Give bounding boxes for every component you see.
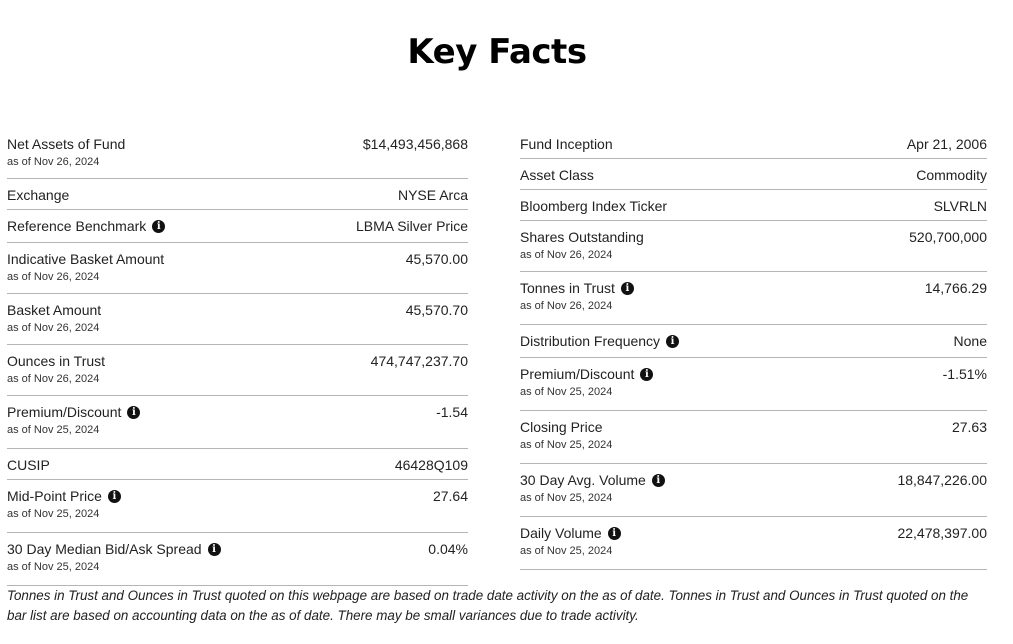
fact-value: 0.04% bbox=[428, 541, 468, 557]
fact-as-of: as of Nov 26, 2024 bbox=[7, 271, 100, 283]
fact-row-ounces-in-trust bbox=[7, 345, 468, 396]
fact-as-of: as of Nov 26, 2024 bbox=[7, 156, 100, 168]
fact-as-of: as of Nov 25, 2024 bbox=[520, 386, 613, 398]
page-title: Key Facts bbox=[407, 32, 587, 72]
fact-label: Shares Outstanding bbox=[520, 229, 644, 245]
fact-label: Net Assets of Fund bbox=[7, 136, 126, 152]
fact-row-daily-volume bbox=[520, 517, 987, 570]
fact-as-of: as of Nov 25, 2024 bbox=[520, 492, 613, 504]
info-icon[interactable]: i bbox=[108, 490, 121, 503]
fact-value: 18,847,226.00 bbox=[897, 472, 987, 488]
info-icon[interactable]: i bbox=[640, 368, 653, 381]
fact-label: CUSIP bbox=[7, 457, 50, 473]
fact-row-basket-amount bbox=[7, 294, 468, 345]
fact-row-mid-point-price bbox=[7, 480, 468, 533]
fact-as-of: as of Nov 26, 2024 bbox=[7, 373, 100, 385]
fact-value: $14,493,456,868 bbox=[362, 136, 468, 152]
key-facts-right-column bbox=[520, 128, 987, 570]
fact-label: Ounces in Trust bbox=[7, 353, 106, 369]
fact-label: Premium/Discount bbox=[520, 366, 635, 382]
fact-row-premium-discount bbox=[7, 396, 468, 449]
fact-value: 14,766.29 bbox=[924, 280, 987, 296]
fact-row-premium-discount bbox=[520, 358, 987, 411]
fact-as-of: as of Nov 26, 2024 bbox=[520, 249, 613, 261]
fact-row-bloomberg-index-ticker bbox=[520, 190, 987, 221]
fact-row-cusip bbox=[7, 449, 468, 480]
fact-row-median-bid-ask-spread bbox=[7, 533, 468, 586]
fact-label: Fund Inception bbox=[520, 136, 613, 152]
fact-value: SLVRLN bbox=[933, 198, 987, 214]
info-icon[interactable]: i bbox=[666, 335, 679, 348]
footnote: Tonnes in Trust and Ounces in Trust quoted on this webpage are based on trade date activity on the as of date. Tonnes in Trust and Ounces in Trust quoted on the bar list are based on accounting data on the as of date. There may be small variances due to trade activity. bbox=[7, 588, 969, 623]
fact-value: 520,700,000 bbox=[909, 229, 987, 245]
info-icon[interactable]: i bbox=[152, 220, 165, 233]
info-icon[interactable]: i bbox=[608, 527, 621, 540]
fact-row-fund-inception bbox=[520, 128, 987, 159]
fact-row-avg-volume bbox=[520, 464, 987, 517]
fact-value: -1.51% bbox=[942, 366, 987, 382]
fact-row-asset-class bbox=[520, 159, 987, 190]
fact-value: None bbox=[953, 333, 987, 349]
fact-value: LBMA Silver Price bbox=[355, 218, 468, 234]
fact-row-reference-benchmark bbox=[7, 210, 468, 243]
fact-value: 45,570.70 bbox=[405, 302, 468, 318]
fact-as-of: as of Nov 26, 2024 bbox=[7, 322, 100, 334]
fact-label: Reference Benchmark bbox=[7, 218, 147, 234]
fact-value: 27.64 bbox=[432, 488, 468, 504]
fact-label: Tonnes in Trust bbox=[520, 280, 615, 296]
fact-value: Commodity bbox=[916, 167, 987, 183]
fact-value: 22,478,397.00 bbox=[897, 525, 987, 541]
fact-label: Asset Class bbox=[520, 167, 594, 183]
fact-label: Exchange bbox=[7, 187, 70, 203]
fact-as-of: as of Nov 25, 2024 bbox=[520, 439, 613, 451]
fact-label: 30 Day Median Bid/Ask Spread bbox=[7, 541, 202, 557]
fact-row-closing-price bbox=[520, 411, 987, 464]
fact-value: -1.54 bbox=[436, 404, 468, 420]
fact-label: Daily Volume bbox=[520, 525, 602, 541]
fact-label: Premium/Discount bbox=[7, 404, 122, 420]
fact-label: Mid-Point Price bbox=[7, 488, 102, 504]
fact-as-of: as of Nov 25, 2024 bbox=[7, 508, 100, 520]
fact-label: Distribution Frequency bbox=[520, 333, 661, 349]
fact-as-of: as of Nov 25, 2024 bbox=[520, 545, 613, 557]
fact-value: 474,747,237.70 bbox=[370, 353, 468, 369]
fact-row-shares-outstanding bbox=[520, 221, 987, 272]
fact-label: Closing Price bbox=[520, 419, 603, 435]
fact-value: 27.63 bbox=[951, 419, 987, 435]
fact-as-of: as of Nov 25, 2024 bbox=[7, 561, 100, 573]
fact-label: Indicative Basket Amount bbox=[7, 251, 165, 267]
info-icon[interactable]: i bbox=[621, 282, 634, 295]
fact-row-exchange bbox=[7, 179, 468, 210]
info-icon[interactable]: i bbox=[652, 474, 665, 487]
fact-as-of: as of Nov 26, 2024 bbox=[520, 300, 613, 312]
fact-value: NYSE Arca bbox=[397, 187, 468, 203]
fact-label: Basket Amount bbox=[7, 302, 102, 318]
fact-label: Bloomberg Index Ticker bbox=[520, 198, 668, 214]
fact-value: Apr 21, 2006 bbox=[906, 136, 987, 152]
fact-row-tonnes-in-trust bbox=[520, 272, 987, 325]
fact-row-distribution-frequency bbox=[520, 325, 987, 358]
fact-row-indicative-basket-amount bbox=[7, 243, 468, 294]
info-icon[interactable]: i bbox=[208, 543, 221, 556]
key-facts-left-column bbox=[7, 128, 468, 586]
fact-value: 45,570.00 bbox=[405, 251, 468, 267]
fact-row-net-assets bbox=[7, 128, 468, 179]
fact-label: 30 Day Avg. Volume bbox=[520, 472, 646, 488]
info-icon[interactable]: i bbox=[127, 406, 140, 419]
fact-as-of: as of Nov 25, 2024 bbox=[7, 424, 100, 436]
fact-value: 46428Q109 bbox=[394, 457, 468, 473]
